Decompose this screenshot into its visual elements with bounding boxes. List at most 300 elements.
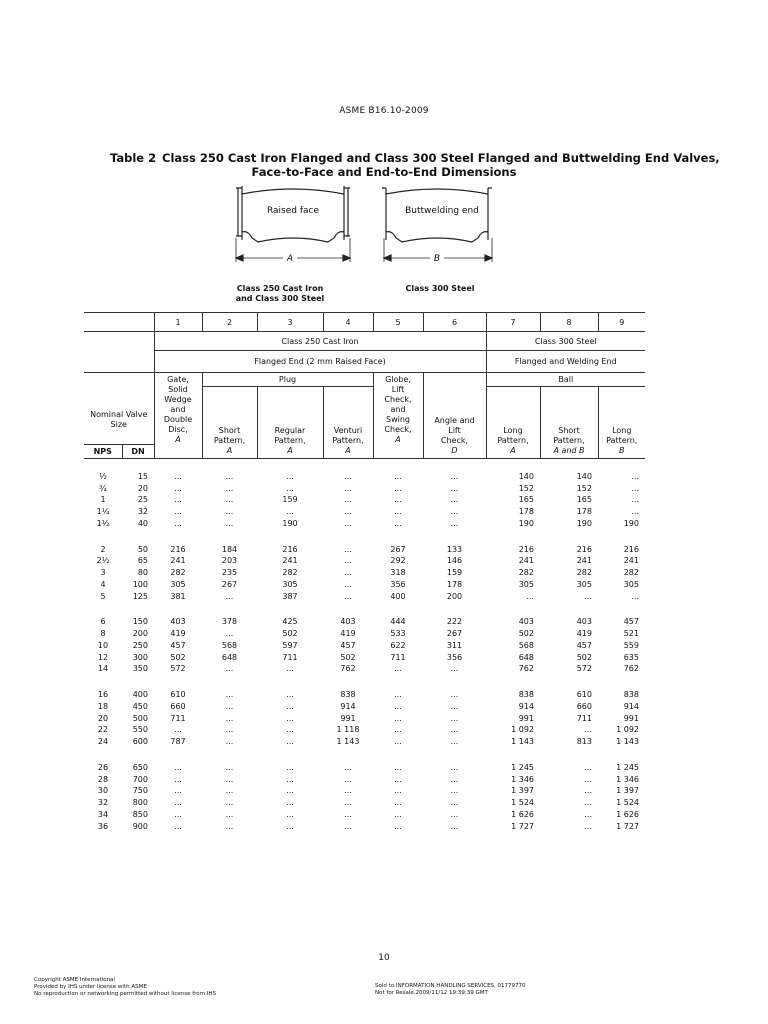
value-cell: 457 bbox=[576, 640, 592, 650]
group-spacer bbox=[84, 530, 645, 544]
value-cell: 457 bbox=[340, 640, 356, 650]
plug-group: Plug bbox=[202, 373, 373, 387]
value-cell: ... bbox=[450, 518, 459, 528]
value-cell: ... bbox=[286, 690, 294, 699]
value-cell: 241 bbox=[518, 556, 534, 566]
table-row bbox=[84, 797, 645, 809]
value-cell: 914 bbox=[340, 701, 356, 711]
hdr-text: Pattern, bbox=[497, 436, 529, 445]
sub-welding: Flanged and Welding End bbox=[486, 351, 645, 373]
hdr-text: Check, bbox=[384, 395, 412, 404]
value-cell: 387 bbox=[282, 591, 298, 601]
value-cell: ... bbox=[225, 495, 234, 505]
value-cell: 216 bbox=[623, 544, 639, 554]
hdr-text: Check, bbox=[384, 425, 412, 434]
value-cell: ... bbox=[450, 713, 459, 723]
dn-cell: 20 bbox=[137, 483, 148, 493]
spacer-cell bbox=[84, 602, 645, 616]
value-cell: 216 bbox=[282, 544, 298, 554]
value-cell: 502 bbox=[518, 629, 534, 638]
value-cell: 159 bbox=[446, 568, 463, 577]
value-cell: 305 bbox=[576, 579, 592, 589]
table-row bbox=[84, 689, 645, 701]
value-cell: ... bbox=[344, 786, 352, 796]
value-cell: 267 bbox=[221, 579, 238, 589]
table-row bbox=[84, 736, 645, 748]
header-regular-pattern bbox=[257, 387, 323, 459]
value-cell: ... bbox=[174, 483, 182, 493]
value-cell: 1 092 bbox=[511, 725, 534, 735]
value-cell: 216 bbox=[170, 544, 186, 554]
value-cell: 178 bbox=[446, 579, 463, 589]
col-number: 5 bbox=[373, 313, 423, 332]
value-cell: 165 bbox=[576, 495, 592, 505]
value-cell: ... bbox=[225, 713, 234, 723]
value-cell: 146 bbox=[446, 556, 463, 566]
spacer-cell bbox=[84, 459, 645, 471]
value-cell: 1 727 bbox=[616, 821, 639, 831]
hdr-text: Long bbox=[612, 426, 632, 435]
page-number: 10 bbox=[378, 953, 390, 963]
value-cell: 178 bbox=[518, 507, 534, 516]
value-cell: 425 bbox=[282, 617, 298, 627]
raised-face-label: Raised face bbox=[266, 206, 320, 216]
dn-cell: 200 bbox=[132, 629, 148, 638]
end-type-row bbox=[84, 351, 645, 373]
value-cell: ... bbox=[394, 664, 402, 674]
value-cell: 190 bbox=[282, 518, 298, 528]
dn-header: DN bbox=[122, 445, 154, 459]
value-cell: ... bbox=[286, 507, 294, 516]
footer-line: Sold to:INFORMATION HANDLING SERVICES, 01779770 bbox=[375, 983, 526, 989]
value-cell: 1 727 bbox=[511, 821, 534, 831]
dn-cell: 100 bbox=[132, 579, 148, 589]
hdr-text: Double bbox=[163, 415, 193, 424]
nps-cell: 28 bbox=[97, 774, 109, 784]
dn-cell: 800 bbox=[132, 798, 148, 807]
table-row bbox=[84, 701, 645, 713]
value-cell: 216 bbox=[576, 544, 592, 554]
table-row bbox=[84, 579, 645, 591]
value-cell: ... bbox=[344, 762, 352, 772]
value-cell: 610 bbox=[170, 690, 186, 699]
dn-cell: 40 bbox=[137, 518, 148, 528]
table-row bbox=[84, 809, 645, 821]
nps-cell: 3 bbox=[100, 568, 106, 577]
value-cell: 133 bbox=[446, 544, 463, 554]
value-cell: 1 626 bbox=[616, 809, 639, 819]
value-cell: ... bbox=[225, 701, 234, 711]
value-cell: ... bbox=[225, 821, 234, 831]
nps-cell: 2 bbox=[100, 544, 106, 554]
hdr-text: Pattern, bbox=[274, 436, 306, 445]
header-globe bbox=[373, 373, 423, 459]
footer-line: Provided by IHS under license with ASME bbox=[34, 984, 147, 990]
hdr-text: A bbox=[226, 446, 233, 455]
hdr-text: Lift bbox=[391, 385, 405, 394]
dn-cell: 50 bbox=[137, 544, 148, 554]
value-cell: 572 bbox=[170, 664, 186, 674]
value-cell: ... bbox=[394, 690, 402, 699]
hdr-text: and bbox=[170, 405, 186, 414]
header-angle bbox=[423, 373, 486, 459]
nps-cell: 5 bbox=[100, 591, 106, 601]
value-cell: ... bbox=[394, 701, 402, 711]
nps-cell: 22 bbox=[97, 725, 109, 735]
hdr-text: Disc, bbox=[168, 425, 188, 434]
table-row bbox=[84, 616, 645, 628]
nps-cell: 12 bbox=[97, 652, 109, 662]
value-cell: 282 bbox=[170, 568, 186, 577]
running-header: ASME B16.10-2009 bbox=[339, 106, 429, 116]
dn-cell: 600 bbox=[132, 737, 148, 746]
value-cell: ... bbox=[174, 774, 182, 784]
table-row bbox=[84, 724, 645, 736]
value-cell: 914 bbox=[623, 701, 639, 711]
value-cell: 711 bbox=[170, 713, 186, 723]
value-cell: ... bbox=[450, 690, 459, 699]
value-cell: ... bbox=[394, 762, 402, 772]
value-cell: ... bbox=[584, 774, 592, 784]
table-row bbox=[84, 555, 645, 567]
value-cell: ... bbox=[631, 471, 639, 481]
dimension-b-label: B bbox=[430, 254, 444, 264]
value-cell: 152 bbox=[518, 483, 534, 493]
value-cell: ... bbox=[344, 518, 352, 528]
value-cell: ... bbox=[225, 483, 234, 493]
value-cell: ... bbox=[286, 725, 294, 735]
hdr-text: Swing bbox=[386, 415, 410, 424]
dn-cell: 125 bbox=[132, 591, 148, 601]
value-cell: ... bbox=[225, 762, 234, 772]
sub-flanged: Flanged End (2 mm Raised Face) bbox=[154, 351, 486, 373]
value-cell: 152 bbox=[576, 483, 592, 493]
header-venturi-pattern bbox=[323, 387, 373, 459]
nps-cell: 16 bbox=[97, 690, 109, 699]
group-spacer bbox=[84, 602, 645, 616]
value-cell: 318 bbox=[390, 568, 406, 577]
hdr-text: B bbox=[619, 446, 625, 455]
value-cell: ... bbox=[394, 483, 402, 493]
value-cell: 184 bbox=[221, 544, 238, 554]
table-row bbox=[84, 567, 645, 579]
table-row bbox=[84, 506, 645, 518]
value-cell: ... bbox=[174, 786, 182, 796]
value-cell: 838 bbox=[518, 690, 534, 699]
nps-cell: 30 bbox=[97, 786, 109, 796]
group-cast-iron: Class 250 Cast Iron bbox=[154, 332, 486, 351]
hdr-text: Pattern, bbox=[553, 436, 585, 445]
value-cell: 140 bbox=[576, 471, 592, 481]
value-cell: 813 bbox=[576, 737, 592, 746]
value-cell: 444 bbox=[390, 617, 406, 627]
value-cell: ... bbox=[174, 507, 182, 516]
header-long-pattern-a bbox=[486, 387, 540, 459]
hdr-text: Pattern, bbox=[606, 436, 638, 445]
spacer-cell bbox=[84, 748, 645, 762]
value-cell: ... bbox=[286, 664, 294, 674]
value-cell: ... bbox=[584, 762, 592, 772]
value-cell: ... bbox=[450, 821, 459, 831]
value-cell: ... bbox=[286, 821, 294, 831]
value-cell: 419 bbox=[170, 629, 186, 638]
value-cell: ... bbox=[174, 518, 182, 528]
dn-cell: 700 bbox=[132, 774, 148, 784]
hdr-text: Short bbox=[218, 426, 241, 435]
value-cell: 711 bbox=[576, 713, 592, 723]
dn-cell: 25 bbox=[137, 495, 148, 505]
value-cell: 711 bbox=[282, 652, 298, 662]
nps-cell: 1 bbox=[100, 495, 106, 505]
hdr-text: Gate, bbox=[167, 375, 189, 384]
value-cell: ... bbox=[174, 725, 182, 735]
value-cell: 305 bbox=[518, 579, 534, 589]
nps-header: NPS bbox=[84, 445, 122, 459]
ball-group: Ball bbox=[486, 373, 645, 387]
value-cell: ... bbox=[344, 471, 352, 481]
value-cell: ... bbox=[174, 798, 182, 807]
dn-cell: 350 bbox=[132, 664, 148, 674]
dn-cell: 550 bbox=[132, 725, 148, 735]
spacer-cell bbox=[84, 530, 645, 544]
table-label: Table 2 bbox=[110, 151, 157, 165]
value-cell: 190 bbox=[518, 518, 534, 528]
value-cell: 241 bbox=[170, 556, 186, 566]
nps-cell: 10 bbox=[97, 640, 109, 650]
value-cell: 165 bbox=[518, 495, 534, 505]
col-number: 4 bbox=[323, 313, 373, 332]
value-cell: ... bbox=[344, 556, 352, 566]
hdr-text: Angle and bbox=[434, 416, 475, 425]
hdr-text: Pattern, bbox=[332, 436, 364, 445]
table-title-line-2: Face-to-Face and End-to-End Dimensions bbox=[251, 165, 517, 179]
value-cell: ... bbox=[450, 737, 459, 746]
col-number: 3 bbox=[257, 313, 323, 332]
value-cell: ... bbox=[225, 737, 234, 746]
value-cell: 762 bbox=[623, 664, 639, 674]
nps-cell: 20 bbox=[97, 713, 109, 723]
group-spacer bbox=[84, 459, 645, 471]
hdr-text: A and B bbox=[553, 446, 585, 455]
value-cell: 305 bbox=[170, 579, 186, 589]
nps-cell: ¾ bbox=[99, 483, 107, 493]
header-gate bbox=[154, 373, 202, 459]
value-cell: 502 bbox=[170, 652, 186, 662]
value-cell: ... bbox=[286, 809, 294, 819]
value-cell: ... bbox=[394, 713, 402, 723]
value-cell: 403 bbox=[576, 617, 592, 627]
value-cell: ... bbox=[344, 483, 352, 493]
value-cell: ... bbox=[174, 821, 182, 831]
col-number: 6 bbox=[423, 313, 486, 332]
left-diagram-caption bbox=[210, 284, 350, 304]
value-cell: 1 143 bbox=[511, 737, 534, 746]
hdr-text: A bbox=[510, 446, 516, 455]
value-cell: ... bbox=[225, 725, 234, 735]
value-cell: ... bbox=[631, 591, 639, 601]
value-cell: 991 bbox=[340, 713, 356, 723]
nps-cell: 1½ bbox=[96, 518, 110, 528]
header-short-pattern bbox=[202, 387, 257, 459]
table-row bbox=[84, 821, 645, 833]
hdr-text: A bbox=[395, 435, 401, 444]
dn-cell: 750 bbox=[132, 786, 148, 796]
value-cell: ... bbox=[394, 518, 402, 528]
value-cell: 267 bbox=[446, 629, 463, 638]
col-number: 8 bbox=[540, 313, 598, 332]
nps-cell: 6 bbox=[100, 617, 106, 627]
value-cell: 381 bbox=[170, 591, 186, 601]
dn-cell: 32 bbox=[137, 507, 148, 516]
value-cell: 1 397 bbox=[616, 786, 639, 796]
hdr-text: D bbox=[451, 446, 458, 455]
spacer-cell bbox=[84, 675, 645, 689]
value-cell: 419 bbox=[340, 629, 356, 638]
value-cell: ... bbox=[584, 798, 592, 807]
table-body bbox=[84, 459, 645, 833]
value-cell: 311 bbox=[446, 640, 463, 650]
value-cell: 502 bbox=[576, 652, 592, 662]
value-cell: ... bbox=[286, 737, 294, 746]
value-cell: ... bbox=[286, 713, 294, 723]
value-cell: ... bbox=[450, 809, 459, 819]
value-cell: ... bbox=[286, 774, 294, 784]
value-cell: ... bbox=[450, 507, 459, 516]
value-cell: 190 bbox=[576, 518, 592, 528]
value-cell: 403 bbox=[518, 617, 534, 627]
dimension-a-label: A bbox=[283, 254, 297, 264]
value-cell: ... bbox=[286, 701, 294, 711]
value-cell: 305 bbox=[282, 579, 298, 589]
nominal-size-header bbox=[84, 373, 154, 445]
value-cell: 568 bbox=[518, 640, 534, 650]
value-cell: ... bbox=[174, 809, 182, 819]
value-cell: ... bbox=[225, 629, 234, 638]
group-spacer bbox=[84, 748, 645, 762]
footer-line: Not for Resale,2009/11/12 19:39:39 GMT bbox=[375, 990, 488, 996]
class-group-row bbox=[84, 332, 645, 351]
value-cell: ... bbox=[225, 591, 234, 601]
col-number: 9 bbox=[598, 313, 645, 332]
value-cell: 991 bbox=[518, 713, 534, 723]
value-cell: 457 bbox=[170, 640, 186, 650]
value-cell: 533 bbox=[390, 629, 406, 638]
value-cell: 378 bbox=[221, 617, 238, 627]
value-cell: ... bbox=[286, 471, 294, 481]
nps-cell: 34 bbox=[97, 809, 109, 819]
hdr-text: Long bbox=[503, 426, 523, 435]
nps-cell: 32 bbox=[97, 798, 109, 807]
nps-cell: 18 bbox=[97, 701, 109, 711]
value-cell: 267 bbox=[390, 544, 406, 554]
value-cell: 660 bbox=[170, 701, 186, 711]
valve-type-row bbox=[84, 373, 645, 387]
value-cell: 282 bbox=[623, 568, 639, 577]
value-cell: 222 bbox=[446, 617, 463, 627]
nps-cell: 1¼ bbox=[96, 507, 110, 516]
table-row bbox=[84, 628, 645, 640]
value-cell: 838 bbox=[623, 690, 639, 699]
value-cell: ... bbox=[394, 495, 402, 505]
value-cell: ... bbox=[344, 821, 352, 831]
hdr-text: Pattern, bbox=[213, 436, 246, 445]
hdr-text: A bbox=[287, 446, 293, 455]
nps-cell: ½ bbox=[99, 471, 107, 481]
value-cell: 1 118 bbox=[336, 725, 360, 735]
value-cell: ... bbox=[225, 809, 234, 819]
value-cell: ... bbox=[631, 483, 639, 493]
value-cell: ... bbox=[450, 762, 459, 772]
value-cell: ... bbox=[286, 762, 294, 772]
group-spacer bbox=[84, 675, 645, 689]
table-row bbox=[84, 544, 645, 556]
value-cell: ... bbox=[286, 798, 294, 807]
dn-cell: 450 bbox=[132, 701, 148, 711]
value-cell: ... bbox=[450, 495, 459, 505]
value-cell: ... bbox=[344, 568, 352, 577]
value-cell: ... bbox=[394, 821, 402, 831]
value-cell: 597 bbox=[282, 640, 298, 650]
value-cell: ... bbox=[344, 544, 352, 554]
hdr-text: Wedge bbox=[164, 395, 192, 404]
value-cell: ... bbox=[344, 495, 352, 505]
value-cell: 914 bbox=[518, 701, 534, 711]
left-caption-line-1: Class 250 Cast Iron bbox=[236, 284, 324, 293]
value-cell: ... bbox=[450, 774, 459, 784]
header-short-pattern-ab bbox=[540, 387, 598, 459]
value-cell: 292 bbox=[390, 556, 406, 566]
footer-line: Copyright ASME International bbox=[34, 977, 115, 983]
nps-cell: 8 bbox=[100, 629, 106, 638]
dn-cell: 850 bbox=[132, 809, 148, 819]
value-cell: ... bbox=[344, 591, 352, 601]
value-cell: 559 bbox=[623, 640, 639, 650]
value-cell: 622 bbox=[390, 640, 406, 650]
value-cell: 521 bbox=[623, 629, 639, 638]
col-number: 7 bbox=[486, 313, 540, 332]
value-cell: ... bbox=[631, 495, 639, 505]
table-row bbox=[84, 774, 645, 786]
value-cell: ... bbox=[526, 591, 534, 601]
hdr-text: Check, bbox=[440, 436, 469, 445]
nps-cell: 36 bbox=[97, 821, 109, 831]
value-cell: 356 bbox=[390, 579, 406, 589]
value-cell: 1 346 bbox=[511, 774, 534, 784]
hdr-text: A bbox=[175, 435, 181, 444]
dn-cell: 80 bbox=[137, 568, 148, 577]
table-row bbox=[84, 663, 645, 675]
dn-cell: 250 bbox=[132, 640, 148, 650]
nps-cell: 14 bbox=[97, 664, 109, 674]
col-number: 2 bbox=[202, 313, 257, 332]
footer-left bbox=[34, 977, 216, 998]
value-cell: ... bbox=[225, 518, 234, 528]
value-cell: ... bbox=[225, 798, 234, 807]
dn-cell: 500 bbox=[132, 713, 148, 723]
value-cell: 403 bbox=[170, 617, 186, 627]
value-cell: 635 bbox=[623, 652, 639, 662]
nps-cell: 24 bbox=[97, 737, 109, 746]
group-steel: Class 300 Steel bbox=[486, 332, 645, 351]
value-cell: ... bbox=[394, 471, 402, 481]
table-row bbox=[84, 762, 645, 774]
value-cell: ... bbox=[394, 786, 402, 796]
value-cell: 1 524 bbox=[511, 798, 534, 807]
column-number-row bbox=[84, 313, 645, 332]
value-cell: ... bbox=[584, 725, 592, 735]
dn-cell: 150 bbox=[132, 617, 148, 627]
value-cell: 1 245 bbox=[511, 762, 534, 772]
